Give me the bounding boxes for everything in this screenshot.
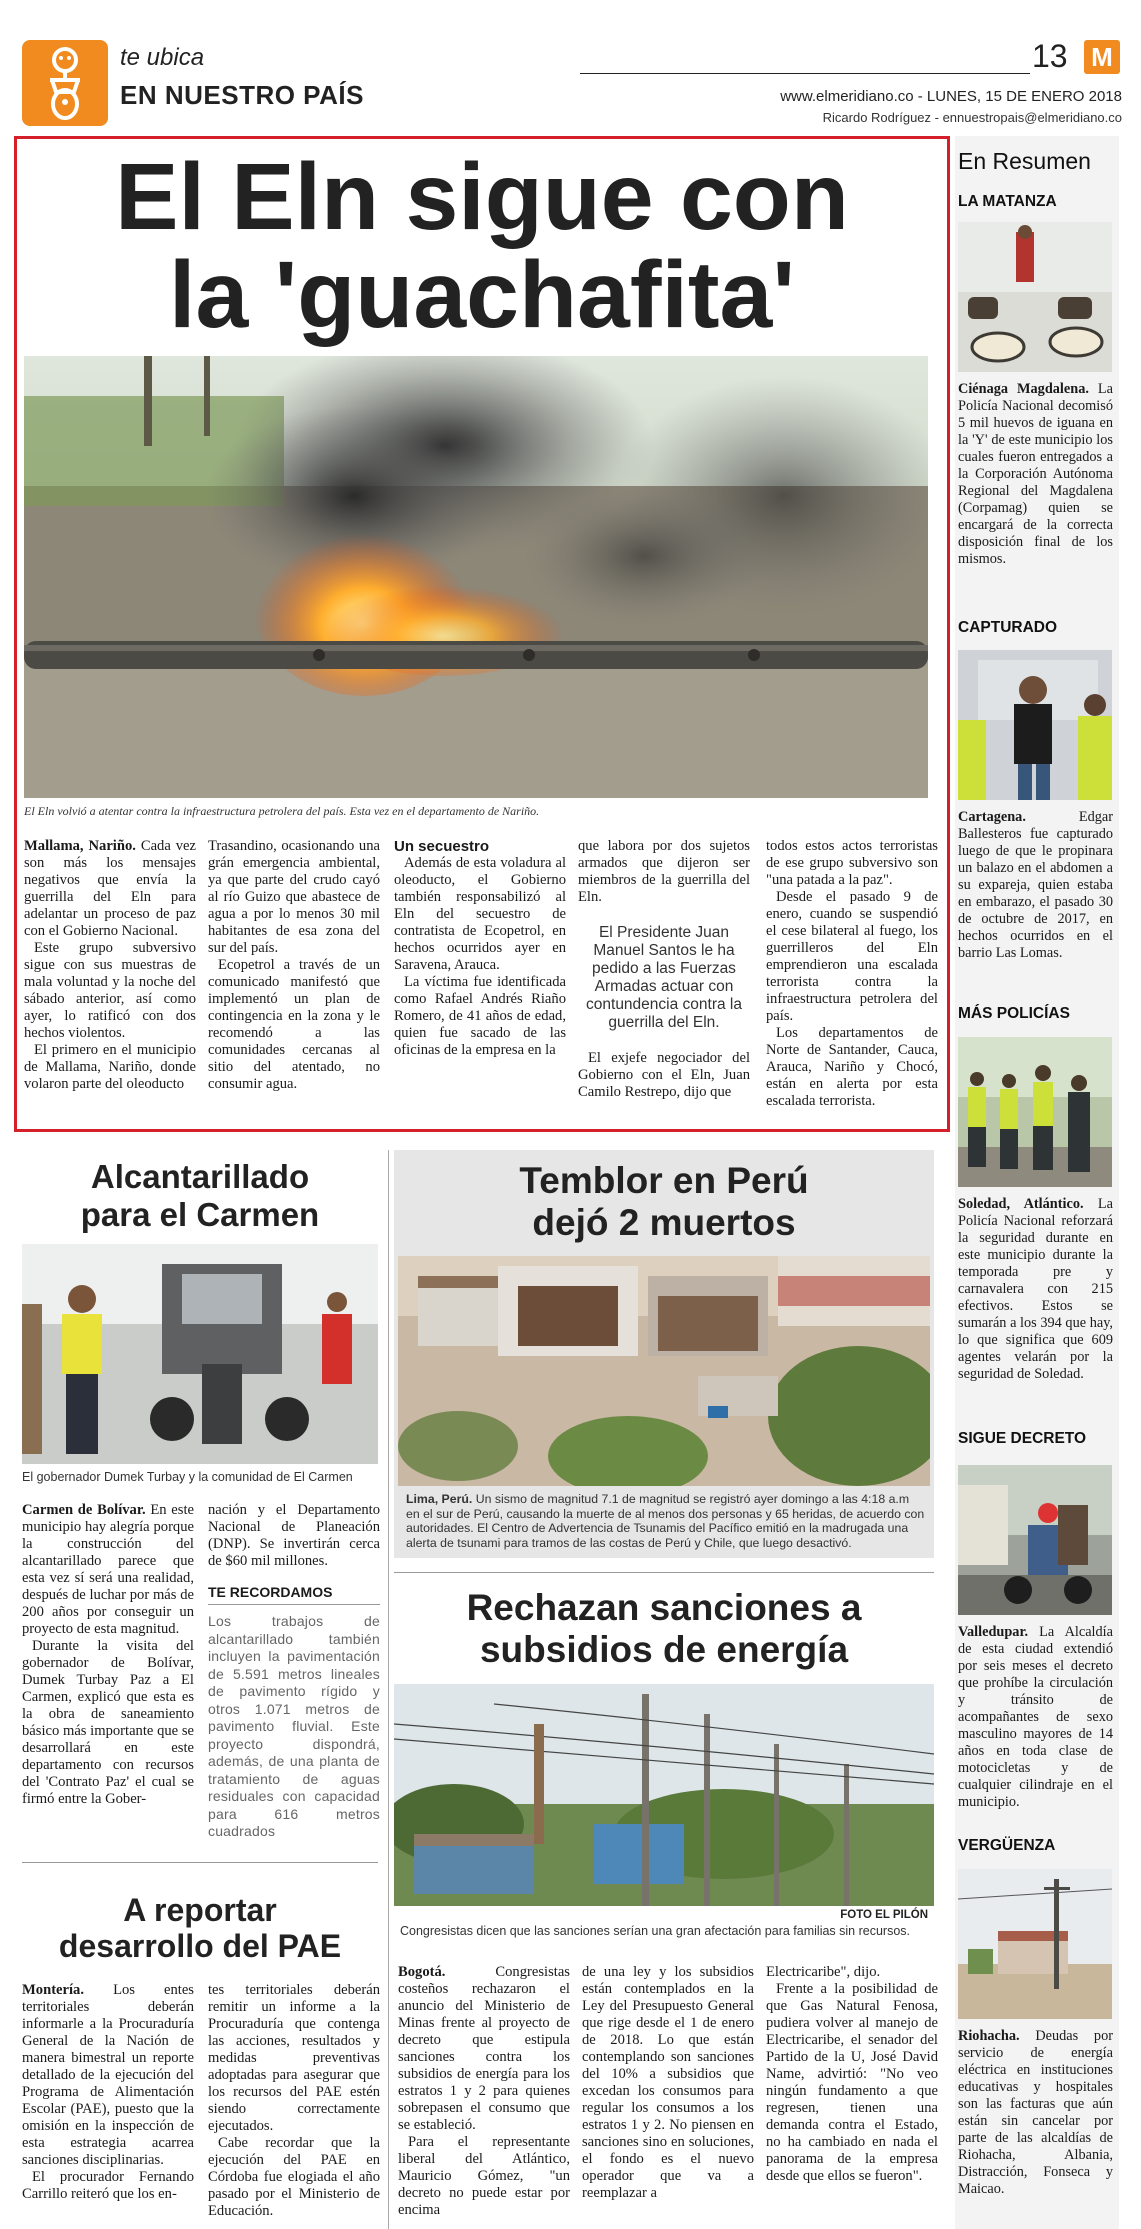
pae-dateline: Montería. xyxy=(22,1982,85,1998)
sidebar-body-capturado: Edgar Ballesteros fue capturado luego de que le propinara un balazo en el abdomen a su expareja, quien estaba en embarazo, el pasado 30 de octubre de 2017, en hechos ocurridos en el barrio Las Lomas. xyxy=(958,809,1113,961)
power-poles-photo xyxy=(394,1684,934,1906)
lead-pull-quote: El Presidente Juan Manuel Santos le ha pedido a las Fuerzas Armadas actuar con contundencia contra la guerrilla del Eln. xyxy=(586,924,742,1031)
alcantarillado-headline xyxy=(20,1158,380,1234)
sanciones-column-3 xyxy=(766,1964,938,2185)
lead-column-1 xyxy=(24,838,196,1093)
sanciones-col3-p1: Electricaribe", dijo. xyxy=(766,1964,881,1980)
sanciones-column-2 xyxy=(582,1964,754,2202)
sidebar-dateline-sigue-decreto: Valledupar. xyxy=(958,1624,1029,1640)
sanciones-headline-line1: Rechazan sanciones a xyxy=(466,1587,862,1628)
motorcycle-riders-photo xyxy=(958,1465,1112,1615)
page-number: 13 xyxy=(1032,38,1068,74)
police-officers-photo xyxy=(958,1037,1112,1187)
sanciones-column-1 xyxy=(398,1964,570,2219)
recordamos-text: Los trabajos de alcantarillado también incluyen la pavimentación de 5.591 metros lineales de pavimento rígido y otros 1.071 metros de pavimento fluvial. Este proyecto dispondrá, además, de una planta de tratamiento de aguas residuales con capacidad para 616 metros cuadrados xyxy=(208,1613,380,1839)
lead-subhead: Un secuestro xyxy=(394,838,490,855)
pae-col1-p2: El procurador Fernando Carrillo reiteró que los en- xyxy=(22,2169,194,2202)
lead-col1-p3: El primero en el municipio de Mallama, Nariño, donde volaron parte del oleoducto xyxy=(24,1042,196,1092)
sidebar-text-capturado xyxy=(958,809,1113,962)
trophy-figure-icon xyxy=(22,40,108,126)
sanciones-col1-p1: Congresistas costeños rechazaron el anuncio del Ministerio de Minas frente al proyecto de decreto que estipula sanciones contra los subsidios de energía para los estratos 1 y 2 para quienes sobrepasen el consumo que se estableció. xyxy=(398,1964,570,2133)
sidebar-body-sigue-decreto: La Alcaldía de esta ciudad extendió por seis meses el decreto que prohíbe la circulación y tránsito de acompañantes de sexo masculino mayores de 14 años en toda clase de motocicletas y de cualquier cilindraje en el municipio. xyxy=(958,1624,1113,1810)
sidebar-text-sigue-decreto xyxy=(958,1624,1113,1811)
sanciones-col2-p1: de una ley y los subsidios están contemplados en la Ley del Presupuesto General que rige desde el 1 de enero de 2018. Lo que están contemplando son sanciones del 10% a subsidios que excedan los consumos para regular los consumos a los estratos 1 y 2. No piensen en sanciones sino en soluciones, el fondo es el nuevo operador que va a reemplazar a xyxy=(582,1964,754,2201)
brand-mark: M xyxy=(1084,40,1120,74)
sanciones-col3-p2: Frente a la posibilidad de que Gas Natural Fenosa, pudiera volver al manejo de Electricaribe, el senador del Partido de la U, José David Name, advirtió: "No veo ningún fundamento a que regresen, tienen una demanda contra el Estado, no ha cambiado en nada el panorama de la empresa desde que ellos se fueron". xyxy=(766,1981,938,2184)
pae-col1-p1: Los entes territoriales deberán informarle a la Procuraduría General de la Nación de manera bimestral un reporte detallado de la ejecución del Programa de Alimentación Escolar (PAE), puesto que la omisión en la inspección de esta estrategia acarrea sanciones disciplinarias. xyxy=(22,1982,194,2168)
section-divider-right xyxy=(394,1572,934,1573)
sanciones-photo-credit: FOTO EL PILÓN xyxy=(840,1909,928,1921)
lead-column-3 xyxy=(394,838,566,1059)
alcantarillado-col2-p1: nación y el Departamento Nacional de Planeación (DNP). Se invertirán cerca de $60 mil millones. xyxy=(208,1502,380,1569)
captured-man-photo xyxy=(958,650,1112,800)
pipeline-fire-photo xyxy=(24,356,928,798)
lead-column-2 xyxy=(208,838,380,1093)
lead-col3-p1: Además de esta voladura al oleoducto, el Gobierno también responsabilizó al Eln del secuestro de contratista de Ecopetrol, en hechos ocurridos ayer en Saravena, Arauca. xyxy=(394,855,566,973)
lead-col4-p1: que labora por dos sujetos armados que dijeron ser miembros de la guerrilla del Eln. xyxy=(578,838,750,905)
sidebar-heading-mas-policias: MÁS POLICÍAS xyxy=(958,1005,1070,1022)
sidebar-text-verguenza xyxy=(958,2028,1113,2198)
section-divider-left xyxy=(22,1862,378,1863)
lead-col5-p2: Desde el pasado 9 de enero, cuando se suspendió el cese bilateral al fuego, los guerrilleros del Eln emprendieron una escalada terrorista contra la infraestructura petrolera del país. xyxy=(766,889,938,1024)
lead-col1-p2: Este grupo subversivo sigue con sus muestras de mala voluntad y la noche del sábado anterior, así como ayer, lo ratificó con dos hechos violentos. xyxy=(24,940,196,1041)
sanciones-dateline: Bogotá. xyxy=(398,1964,446,1980)
pae-col2-p1: tes territoriales deberán remitir un informe a la Procuraduría que contenga las acciones, resultados y medidas preventivas adoptadas para asegurar que los recursos del PAE estén siendo correctamente ejecutados. xyxy=(208,1982,380,2134)
sidebar-body-mas-policias: La Policía Nacional reforzará la seguridad durante en este municipio durante la temporada pre y carnavalera con 215 efectivos. Estos se sumarán a los 394 que hay, lo que significa que 609 agentes velarán por la seguridad de Soledad. xyxy=(958,1196,1113,1382)
lead-headline-line1: El Eln sigue con xyxy=(115,144,849,250)
temblor-caption-text: Un sismo de magnitud 7.1 de magnitud se registró ayer domingo a las 4:18 a.m en el sur de Perú, causando la muerte de al menos dos personas y 65 heridas, de acuerdo con autoridades. El Centro de Advertencia de Tsunamis del Pacífico emitió en la madrugada una alerta de tsunami para tramos de las costas de Perú y Chile, que luego desactivó. xyxy=(406,1492,925,1550)
lead-col3-p2: La víctima fue identificada como Rafael Andrés Riaño Romero, de 41 años de edad, quien fue sacado de las oficinas de la empresa en la xyxy=(394,974,566,1058)
sanciones-col1-p2: Para el representante liberal del Atlántico, Mauricio Gómez, "un decreto no puede estar por encima xyxy=(398,2134,570,2218)
alcantarillado-column-2 xyxy=(208,1502,380,1841)
sidebar-body-matanza: La Policía Nacional decomisó 5 mil huevos de iguana en la 'Y' de este municipio los cuales fueron entregados a la Corporación Autónoma Regional del Magdalena (Corpamag) quien se encargará de la correcta disposición final de los mismos. xyxy=(958,381,1113,567)
governor-excavator-photo xyxy=(22,1244,378,1464)
header-rule xyxy=(580,73,1030,74)
lead-photo-caption: El Eln volvió a atentar contra la infraestructura petrolera del país. Esta vez en el departamento de Nariño. xyxy=(24,804,540,818)
power-lines-photo xyxy=(958,1869,1112,2019)
alcantarillado-dateline: Carmen de Bolívar. xyxy=(22,1502,146,1518)
iguana-eggs-photo xyxy=(958,222,1112,372)
sidebar-body-verguenza: Deudas por servicio de energía eléctrica en instituciones educativas y hospitales son las facturas que aún están sin cancelar por parte de las alcaldías de Riohacha, Albania, Distracción, Fonseca y Maicao. xyxy=(958,2028,1113,2197)
pae-column-2 xyxy=(208,1982,380,2220)
sidebar-dateline-capturado: Cartagena. xyxy=(958,809,1026,825)
temblor-headline-line2: dejó 2 muertos xyxy=(532,1202,796,1243)
alcantarillado-col1-p2: Durante la visita del gobernador de Bolívar, Dumek Turbay Paz a El Carmen, explicó que esta es la obra de saneamiento básico más importante que se desarrollará en este departamento con recursos del 'Contrato Paz' el cual se firmó entre la Gober- xyxy=(22,1638,194,1807)
temblor-caption-dateline: Lima, Perú. xyxy=(406,1492,473,1506)
sanciones-headline-line2: subsidios de energía xyxy=(479,1629,849,1670)
sanciones-photo-caption: Congresistas dicen que las sanciones serían una gran afectación para familias sin recursos. xyxy=(400,1924,910,1938)
lead-column-5 xyxy=(766,838,938,1110)
sanciones-headline xyxy=(400,1587,928,1671)
lead-headline xyxy=(24,144,940,348)
section-kicker: te ubica xyxy=(120,44,205,71)
credit-line: Ricardo Rodríguez - ennuestropais@elmeridiano.co xyxy=(822,110,1122,125)
column-divider xyxy=(388,1150,389,2229)
sidebar-dateline-matanza: Ciénaga Magdalena. xyxy=(958,381,1089,397)
lead-col2-p1: Trasandino, ocasionando una grán emergencia ambiental, ya que parte del crudo cayó al río Guizo que abastece de agua a por lo menos 30 mil habitantes de esa zona del sur del país. xyxy=(208,838,380,956)
lead-col5-p1: todos estos actos terroristas de ese grupo subversivo son "una patada a la paz". xyxy=(766,838,938,888)
sidebar-text-matanza xyxy=(958,381,1113,568)
pae-headline-line1: A reportar xyxy=(123,1892,277,1928)
pae-col2-p2: Cabe recordar que la ejecución del PAE en Córdoba fue elogiada el año pasado por el Ministerio de Educación. xyxy=(208,2135,380,2219)
section-logo xyxy=(22,40,108,126)
lead-dateline: Mallama, Nariño. xyxy=(24,838,136,854)
sidebar-heading-sigue-decreto: SIGUE DECRETO xyxy=(958,1430,1087,1447)
alcantarillado-column-1 xyxy=(22,1502,194,1808)
sidebar-heading-capturado: CAPTURADO xyxy=(958,619,1058,636)
lead-col4-p2: El exjefe negociador del Gobierno con el Eln, Juan Camilo Restrepo, dijo que xyxy=(578,1050,750,1100)
sidebar-heading-matanza: LA MATANZA xyxy=(958,193,1057,210)
recordamos-heading: TE RECORDAMOS xyxy=(208,1584,380,1605)
lead-col5-p3: Los departamentos de Norte de Santander, Cauca, Arauca, Nariño y Chocó, están en alerta por esta escalada terrorista. xyxy=(766,1025,938,1109)
earthquake-damage-photo xyxy=(398,1256,930,1486)
temblor-headline xyxy=(400,1160,928,1244)
lead-col1-p1: Cada vez son más los mensajes negativos que envía la guerrilla del Eln para adelantar un proceso de paz con el Gobierno Nacional. xyxy=(24,838,196,939)
pae-column-1 xyxy=(22,1982,194,2203)
pae-headline-line2: desarrollo del PAE xyxy=(58,1928,342,1964)
lead-col2-p2: Ecopetrol a través de un comunicado manifestó que implementó un plan de contingencia en la zona y le recomendó a las comunidades cercanas al sitio del atentado, no consumir agua. xyxy=(208,957,380,1092)
pae-headline xyxy=(20,1892,380,1964)
sidebar-title: En Resumen xyxy=(958,148,1091,174)
lead-column-4 xyxy=(578,838,750,1101)
temblor-caption xyxy=(406,1492,926,1550)
temblor-headline-line1: Temblor en Perú xyxy=(519,1160,809,1201)
section-title: EN NUESTRO PAÍS xyxy=(120,80,364,110)
sidebar-dateline-verguenza: Riohacha. xyxy=(958,2028,1020,2044)
sidebar-dateline-mas-policias: Soledad, Atlántico. xyxy=(958,1196,1084,1212)
sidebar-text-mas-policias xyxy=(958,1196,1113,1383)
sidebar-heading-verguenza: VERGÜENZA xyxy=(958,1837,1056,1854)
site-date-line: www.elmeridiano.co - LUNES, 15 DE ENERO 2018 xyxy=(780,88,1122,105)
alcantarillado-headline-line1: Alcantarillado xyxy=(90,1158,310,1195)
alcantarillado-col1-p1: En este municipio hay alegría porque la construcción del alcantarillado parece que esta vez sí será una realidad, después de luchar por más de 200 años por conseguir un proyecto de esta magnitud. xyxy=(22,1502,194,1637)
alcantarillado-headline-line2: para el Carmen xyxy=(80,1196,320,1233)
lead-headline-line2: la 'guachafita' xyxy=(169,242,795,348)
alcantarillado-photo-caption: El gobernador Dumek Turbay y la comunidad de El Carmen xyxy=(22,1470,353,1484)
